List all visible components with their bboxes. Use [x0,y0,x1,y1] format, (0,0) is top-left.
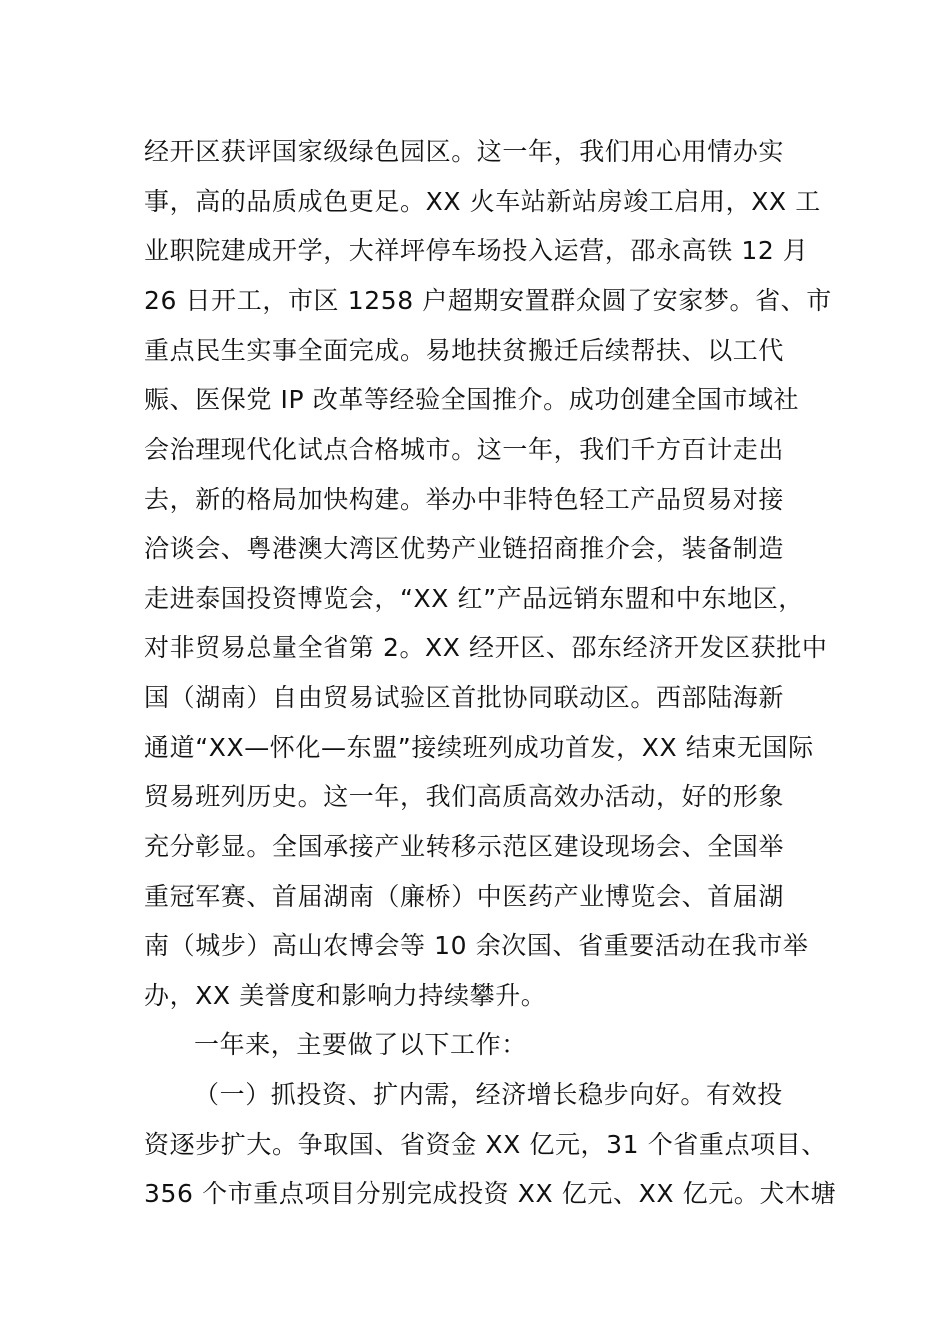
text-line: 356 个市重点项目分别完成投资 XX 亿元、XX 亿元。犬木塘 [144,1179,837,1208]
text-line: 贸易班列历史。这一年，我们高质高效办活动，好的形象 [144,782,785,811]
text-line: 充分彰显。全国承接产业转移示范区建设现场会、全国举 [144,832,785,861]
text-line: 洽谈会、粤港澳大湾区优势产业链招商推介会，装备制造 [144,534,785,563]
text-line: 26 日开工，市区 1258 户超期安置群众圆了安家梦。省、市 [144,286,832,315]
text-line: 资逐步扩大。争取国、省资金 XX 亿元，31 个省重点项目、 [144,1130,827,1159]
text-line: 通道“XX—怀化—东盟”接续班列成功首发，XX 结束无国际 [144,733,814,762]
text-line: 办，XX 美誉度和影响力持续攀升。 [144,981,547,1010]
paragraph-heading: 一年来，主要做了以下工作： [194,1030,527,1059]
text-line: 业职院建成开学，大祥坪停车场投入运营，邵永高铁 12 月 [144,236,809,265]
section-heading: （一）抓投资、扩内需，经济增长稳步向好。有效投 [194,1080,783,1109]
text-line: 重点民生实事全面完成。易地扶贫搬迁后续帮扶、以工代 [144,336,785,365]
text-line: 事，高的品质成色更足。XX 火车站新站房竣工启用，XX 工 [144,187,821,216]
text-line: 对非贸易总量全省第 2。XX 经开区、邵东经济开发区获批中 [144,633,828,662]
text-line: 经开区获评国家级绿色园区。这一年，我们用心用情办实 [144,137,785,166]
text-line: 国（湖南）自由贸易试验区首批协同联动区。西部陆海新 [144,683,785,712]
text-line: 赈、医保党 IP 改革等经验全国推介。成功创建全国市域社 [144,385,800,414]
text-line: 去，新的格局加快构建。举办中非特色轻工产品贸易对接 [144,485,785,514]
text-line: 会治理现代化试点合格城市。这一年，我们千方百计走出 [144,435,785,464]
text-line: 重冠军赛、首届湖南（廉桥）中医药产业博览会、首届湖 [144,882,785,911]
text-line: 走进泰国投资博览会，“XX 红”产品远销东盟和中东地区， [144,584,804,613]
text-line: 南（城步）高山农博会等 10 余次国、省重要活动在我市举 [144,931,809,960]
